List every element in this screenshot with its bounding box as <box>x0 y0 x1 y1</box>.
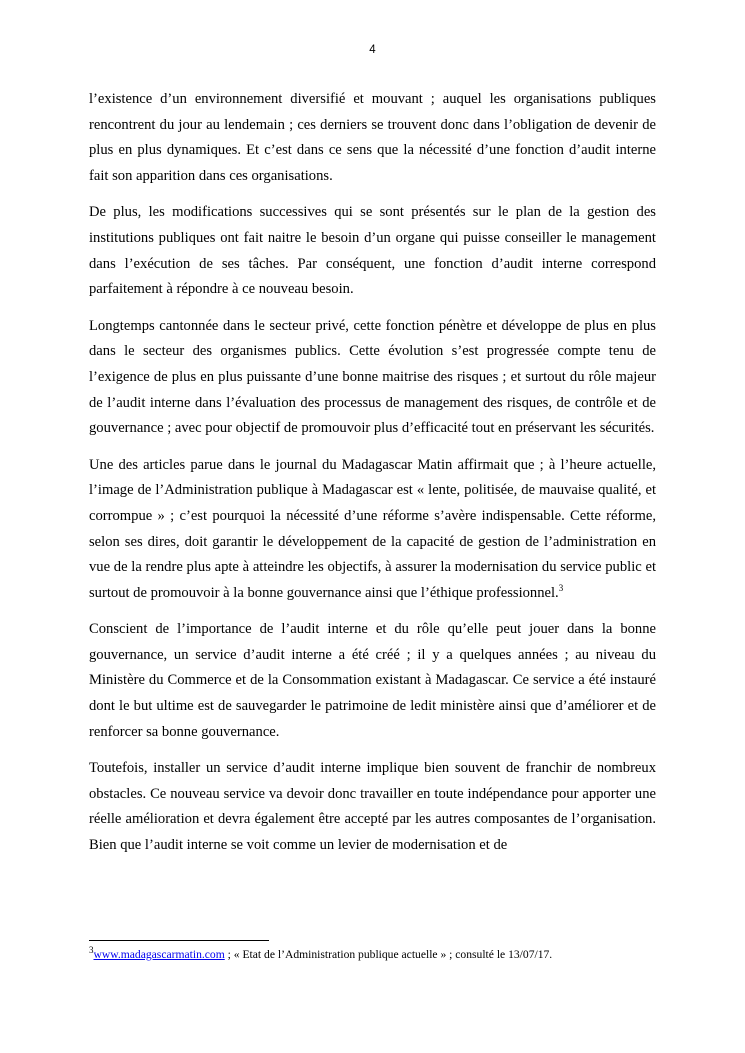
paragraph-obstacles: Toutefois, installer un service d’audit interne implique bien souvent de franchir de nombreux obstacles. Ce nouveau service va devoir donc travailler en toute indépendance pour apporter une réelle amélioration et devra également être accepté par les autres composantes de l’organisation. Bien que l’audit interne se voit comme un levier de modernisation et de <box>89 760 656 854</box>
page-number: 4 <box>369 44 376 56</box>
body-text <box>89 87 656 870</box>
paragraph-secteur-prive: Longtemps cantonnée dans le secteur privé, cette fonction pénètre et développe de plus en plus dans le secteur des organismes publics. Cette évolution s’est progressée compte tenu de l’exigence de plus en plus puissante d’une bonne maitrise des risques ; et surtout du rôle majeur de l’audit interne dans l’évaluation des processus de management des risques, de contrôle et de gouvernance ; avec pour objectif de promouvoir plus d’efficacité tout en préservant les sécurités. <box>89 317 656 437</box>
paragraph-environnement: l’existence d’un environnement diversifié et mouvant ; auquel les organisations publiques rencontrent du jour au lendemain ; ces derniers se trouvent donc dans l’obligation de devenir de plus en plus dynamiques. Et c’est dans ce sens que la nécessité d’une fonction d’audit interne fait son apparition dans ces organisations. <box>89 91 656 184</box>
paragraph-madagascar-matin-text: Une des articles parue dans le journal du Madagascar Matin affirmait que ; à l’heure actuelle, l’image de l’Administration publique à Madagascar est « lente, politisée, de mauvaise qualité, et corrompue » ; c’est pourquoi la nécessité d’une réforme s’avère indispensable. Cette réforme, selon ses dires, doit garantir le développement de la capacité de gestion de l’administration en vue de la rendre plus apte à atteindre les objectifs, à assurer la modernisation du service public et surtout de promouvoir à la bonne gouvernance ainsi que l’éthique professionnel. <box>89 456 656 601</box>
footnote <box>89 947 656 963</box>
footnote-text: ; « Etat de l’Administration publique actuelle » ; consulté le 13/07/17. <box>224 948 553 961</box>
footnote-marker: 3 <box>89 945 94 956</box>
footnote-link[interactable]: www.madagascarmatin.com <box>93 948 225 961</box>
paragraph-modifications: De plus, les modifications successives qui se sont présentés sur le plan de la gestion des institutions publiques ont fait naitre le besoin d’un organe qui puisse conseiller le management dans l’exécution de ses tâches. Par conséquent, une fonction d’audit interne correspond parfaitement à répondre à ce nouveau besoin. <box>89 204 656 298</box>
paragraph-madagascar-matin <box>89 453 656 607</box>
paragraph-service-audit: Conscient de l’importance de l’audit interne et du rôle qu’elle peut jouer dans la bonne gouvernance, un service d’audit interne a été créé ; il y a quelques années ; au niveau du Ministère du Commerce et de la Consommation existant à Madagascar. Ce service a été instauré dont le but ultime est de sauvegarder le patrimoine de ledit ministère ainsi que d’améliorer et de renforcer sa bonne gouvernance. <box>89 621 656 740</box>
footnote-reference[interactable]: 3 <box>558 582 564 593</box>
footnote-divider <box>89 940 269 941</box>
